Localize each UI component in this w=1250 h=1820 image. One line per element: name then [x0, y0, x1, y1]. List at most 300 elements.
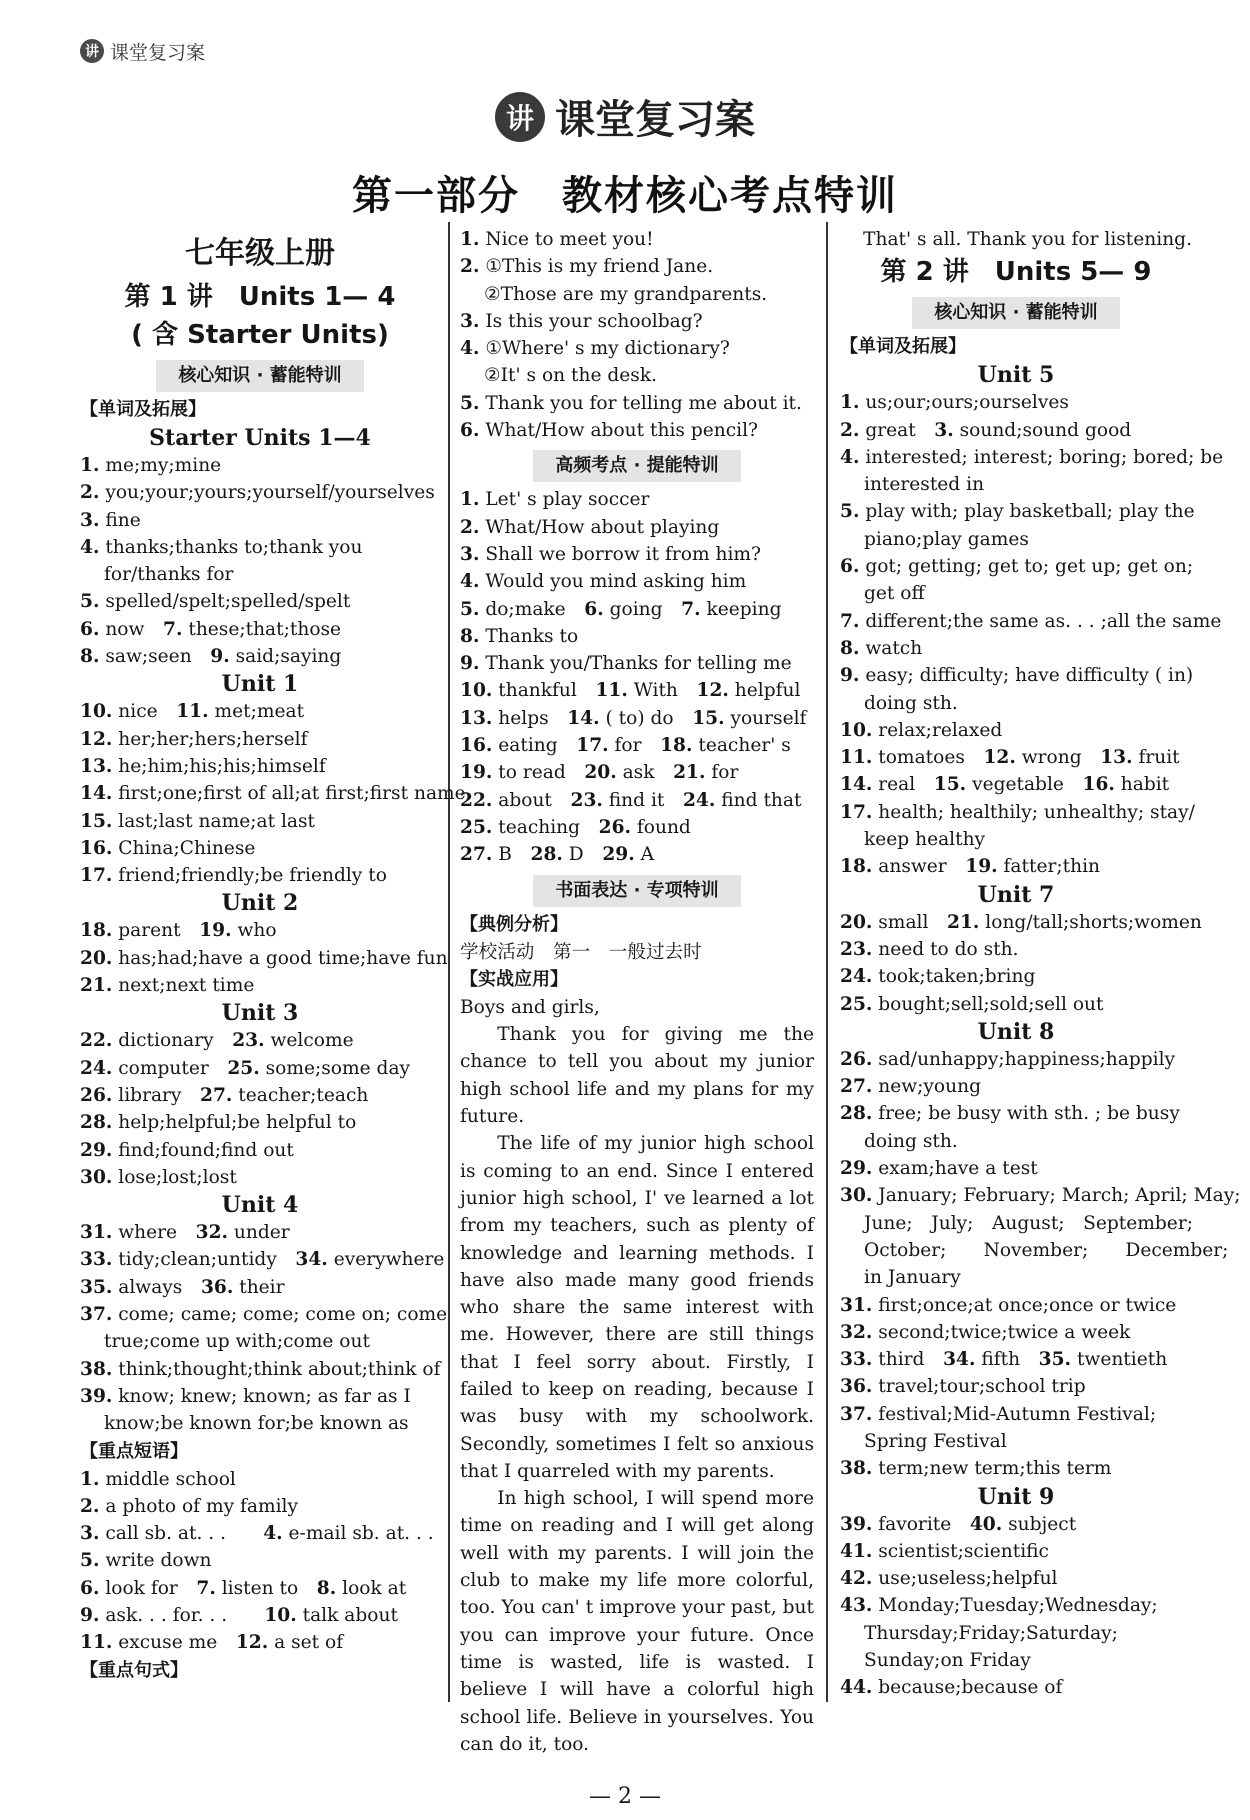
item-number: 38. — [840, 1458, 873, 1480]
item-text: D — [562, 844, 603, 866]
item-text: teacher' s — [692, 735, 791, 757]
list-item — [80, 808, 440, 835]
list-item — [80, 643, 440, 670]
item-number: 27. — [460, 844, 493, 866]
item-text: listen to — [215, 1577, 317, 1599]
item-text: ①This is my friend Jane. — [479, 256, 714, 278]
item-text: welcome — [264, 1030, 354, 1052]
list-sentences-a — [460, 226, 814, 281]
item-text: nice — [112, 701, 177, 723]
lecture-2-title: 第 2 讲 Units 5— 9 — [880, 257, 1152, 288]
item-number: 26. — [598, 816, 631, 838]
item-number: 9. — [80, 1604, 100, 1626]
list-item — [840, 771, 1192, 798]
item-number: 12. — [696, 680, 729, 702]
item-text: long/tall;shorts;women — [979, 911, 1202, 933]
list-item — [460, 514, 814, 541]
list-item — [840, 1319, 1192, 1346]
item-text: talk about — [296, 1604, 398, 1626]
list-item — [840, 1674, 1192, 1701]
item-text: computer — [112, 1057, 228, 1079]
list-unit-1 — [80, 698, 466, 889]
item-text: always — [112, 1276, 201, 1298]
item-text: twentieth — [1071, 1349, 1168, 1371]
item-number: 18. — [840, 856, 873, 878]
item-number: 4. — [80, 536, 100, 558]
item-text: tomatoes — [872, 747, 984, 769]
item-number: 20. — [840, 911, 873, 933]
section-band — [840, 297, 1192, 329]
list-item — [80, 1466, 440, 1493]
list-item — [80, 1246, 445, 1273]
item-number: 8. — [316, 1577, 337, 1599]
item-text: some;some day — [259, 1057, 411, 1079]
item-text: health; healthily; unhealthy; stay/ — [872, 801, 1195, 823]
list-item — [80, 1629, 440, 1656]
list-item — [840, 1592, 1192, 1619]
item-text: great — [859, 419, 935, 441]
item-number: 19. — [965, 856, 998, 878]
list-item — [80, 479, 440, 506]
list-item — [80, 835, 440, 862]
list-unit-9-a — [840, 1511, 1192, 1620]
item-number: 26. — [80, 1084, 113, 1106]
item-number: 13. — [460, 707, 493, 729]
list-item — [80, 452, 440, 479]
item-text: us;our;ours;ourselves — [859, 392, 1069, 414]
item-text: fifth — [975, 1349, 1039, 1371]
item-number: 20. — [584, 762, 617, 784]
item-text: bought;sell;sold;sell out — [872, 993, 1104, 1015]
list-item — [80, 1219, 440, 1246]
list-item — [80, 1109, 440, 1136]
list-item-continuation: ②Those are my grandparents. — [484, 283, 768, 305]
list-item — [80, 1602, 440, 1629]
item-text: With — [627, 680, 697, 702]
item-number: 9. — [460, 653, 480, 675]
list-item — [840, 608, 1222, 635]
list-item-continuation: piano;play games — [864, 528, 1029, 550]
item-text: to read — [492, 762, 585, 784]
item-number: 20. — [80, 947, 113, 969]
list-item — [80, 616, 440, 643]
section-heading-example: 【典例分析】 — [460, 913, 568, 935]
list-item — [460, 308, 814, 335]
example-analysis-line: 学校活动 第一 一般过去时 — [460, 941, 702, 963]
item-number: 42. — [840, 1568, 873, 1590]
list-item — [80, 1575, 440, 1602]
item-number: 2. — [840, 419, 860, 441]
item-number: 4. — [263, 1523, 283, 1545]
item-text: travel;tour;school trip — [872, 1376, 1086, 1398]
unit-heading-unit-7: Unit 7 — [977, 881, 1055, 908]
item-text: everywhere — [327, 1249, 445, 1271]
item-text: sound;sound good — [953, 419, 1132, 441]
item-text: habit — [1114, 774, 1170, 796]
lecture-badge-icon: 讲 — [80, 39, 104, 63]
list-unit-5-f — [840, 853, 1192, 880]
item-number: 39. — [80, 1385, 113, 1407]
list-sentences-b — [460, 308, 814, 363]
essay-paragraph-3: In high school, I will spend more time on reading and I will get along well with my parents. I will join the club to make my life more colorful, too. You can' t improve your past, but you can improve your future. Once time is wasted, life is wasted. I believe I will have a colorful high school life. Believe in yourselves. You can do it, too. — [460, 1488, 814, 1755]
list-item — [460, 759, 814, 786]
item-number: 21. — [80, 975, 113, 997]
item-number: 28. — [840, 1103, 873, 1125]
item-number: 39. — [840, 1513, 873, 1535]
item-text: interested; interest; boring; bored; be — [859, 446, 1224, 468]
list-item — [840, 1346, 1192, 1373]
list-item — [460, 732, 814, 759]
item-number: 35. — [1038, 1349, 1072, 1371]
list-item — [80, 1137, 440, 1164]
item-text: going — [603, 598, 682, 620]
item-text: a photo of my family — [99, 1495, 299, 1517]
item-text: China;Chinese — [112, 837, 256, 859]
list-item — [80, 534, 440, 561]
item-number: 14. — [80, 783, 113, 805]
item-text: do;make — [479, 598, 585, 620]
item-number: 41. — [840, 1540, 873, 1562]
item-text: B — [492, 844, 531, 866]
item-number: 14. — [567, 707, 600, 729]
list-unit-9-b — [840, 1674, 1192, 1701]
list-unit-8-c — [840, 1292, 1192, 1428]
item-text: fine — [99, 509, 141, 531]
list-item — [460, 814, 814, 841]
item-text: where — [112, 1222, 196, 1244]
list-item-continuation: ②It' s on the desk. — [484, 365, 658, 387]
item-number: 12. — [80, 728, 113, 750]
item-number: 34. — [943, 1349, 976, 1371]
list-item — [460, 650, 814, 677]
list-starter-a — [80, 452, 440, 561]
item-text: e-mail sb. at. . . — [282, 1523, 434, 1545]
item-text: think;thought;think about;think of — [112, 1358, 441, 1380]
section-heading-phrases: 【重点短语】 — [80, 1440, 188, 1462]
item-number: 16. — [80, 837, 113, 859]
item-number: 8. — [840, 637, 860, 659]
item-text: A — [634, 844, 655, 866]
unit-heading-unit-5: Unit 5 — [977, 362, 1055, 389]
unit-heading-unit-3: Unit 3 — [221, 1000, 299, 1027]
item-number: 26. — [840, 1048, 873, 1070]
item-number: 43. — [840, 1595, 873, 1617]
list-item — [840, 1292, 1192, 1319]
item-text: said;saying — [229, 646, 342, 668]
item-text: free; be busy with sth. ; be busy — [872, 1103, 1180, 1125]
item-text: relax;relaxed — [872, 719, 1003, 741]
item-number: 40. — [969, 1513, 1003, 1535]
list-item — [840, 1155, 1192, 1182]
item-text: who — [231, 920, 277, 942]
list-item — [80, 753, 440, 780]
list-unit-8-a — [840, 1046, 1192, 1128]
item-text: help;helpful;be helpful to — [112, 1112, 357, 1134]
item-text: helps — [492, 707, 568, 729]
item-number: 6. — [460, 420, 480, 442]
item-number: 4. — [840, 446, 860, 468]
item-number: 13. — [80, 755, 113, 777]
item-text: small — [872, 911, 948, 933]
item-text: first;once;at once;once or twice — [872, 1294, 1177, 1316]
item-text: because;because of — [872, 1677, 1063, 1699]
list-item — [80, 1055, 440, 1082]
item-text: Let' s play soccer — [479, 489, 650, 511]
column-1 — [80, 226, 466, 1685]
lecture-1-title: 第 1 讲 Units 1— 4 — [124, 282, 396, 312]
band-label: 核心知识 · 蓄能特训 — [912, 297, 1119, 329]
list-item — [840, 1046, 1192, 1073]
item-number: 7. — [163, 618, 183, 640]
item-number: 27. — [840, 1076, 873, 1098]
item-number: 18. — [660, 735, 693, 757]
item-number: 29. — [602, 844, 635, 866]
item-number: 32. — [840, 1321, 873, 1343]
item-number: 15. — [692, 707, 725, 729]
list-item — [840, 1565, 1192, 1592]
item-text: What/How about this pencil? — [479, 420, 759, 442]
page-number: — 2 — — [589, 1784, 661, 1809]
item-number: 1. — [460, 489, 480, 511]
list-item — [840, 389, 1192, 416]
list-item — [460, 541, 814, 568]
item-text: Would you mind asking him — [479, 571, 747, 593]
list-item — [460, 335, 814, 362]
list-item — [80, 780, 466, 807]
item-number: 5. — [460, 598, 480, 620]
item-text: second;twice;twice a week — [872, 1321, 1131, 1343]
unit-heading-unit-9: Unit 9 — [977, 1483, 1055, 1510]
item-number: 38. — [80, 1358, 113, 1380]
item-number: 27. — [200, 1084, 233, 1106]
list-unit-5-e — [840, 717, 1195, 826]
list-item — [80, 1027, 440, 1054]
section-band — [80, 360, 440, 392]
item-text: play with; play basketball; play the — [859, 501, 1195, 523]
item-text: ask. . . for. . . — [99, 1604, 265, 1626]
section-band — [460, 875, 814, 907]
list-item-continuation: Thursday;Friday;Saturday; — [864, 1622, 1118, 1644]
item-text: answer — [872, 856, 966, 878]
item-number: 5. — [460, 392, 480, 414]
item-text: ( to) do — [599, 707, 693, 729]
list-item — [80, 917, 440, 944]
item-text: ①Where' s my dictionary? — [479, 338, 730, 360]
item-number: 7. — [840, 610, 860, 632]
column-3 — [840, 226, 1241, 1702]
item-text: thanks;thanks to;thank you — [99, 536, 363, 558]
item-text: Nice to meet you! — [479, 229, 654, 250]
item-text: subject — [1002, 1513, 1077, 1535]
list-item — [460, 623, 814, 650]
item-text: excuse me — [112, 1632, 236, 1654]
item-text: real — [872, 774, 934, 796]
item-number: 23. — [570, 789, 603, 811]
unit-heading-unit-1: Unit 1 — [221, 671, 299, 698]
item-number: 29. — [80, 1139, 113, 1161]
item-text: look for — [99, 1577, 197, 1599]
item-number: 23. — [840, 938, 873, 960]
item-number: 30. — [80, 1166, 113, 1188]
item-text: favorite — [872, 1513, 970, 1535]
item-number: 2. — [460, 256, 480, 278]
item-text: keeping — [700, 598, 782, 620]
item-text: thankful — [492, 680, 596, 702]
item-number: 2. — [80, 482, 100, 504]
list-item-continuation: October; November; December; — [864, 1239, 1229, 1261]
item-number: 6. — [80, 1577, 100, 1599]
list-item-continuation: keep healthy — [864, 829, 986, 851]
item-number: 11. — [80, 1632, 113, 1654]
item-text: festival;Mid-Autumn Festival; — [872, 1403, 1157, 1425]
column-divider-1 — [448, 222, 450, 1702]
item-text: need to do sth. — [872, 938, 1019, 960]
section-heading-words: 【单词及拓展】 — [80, 399, 206, 420]
item-text: under — [228, 1222, 290, 1244]
list-item — [80, 1301, 448, 1328]
list-unit-5-a — [840, 389, 1224, 471]
item-number: 8. — [80, 646, 100, 668]
item-number: 3. — [460, 543, 480, 565]
list-item — [840, 1511, 1192, 1538]
column-2 — [460, 226, 814, 1758]
item-text: for — [705, 762, 739, 784]
item-number: 31. — [840, 1294, 873, 1316]
list-item — [80, 507, 440, 534]
list-item — [80, 945, 448, 972]
item-number: 11. — [595, 680, 628, 702]
item-number: 19. — [199, 920, 232, 942]
item-number: 3. — [934, 419, 954, 441]
item-number: 7. — [196, 1577, 216, 1599]
item-number: 25. — [460, 816, 493, 838]
item-text: her;her;hers;herself — [112, 728, 308, 750]
grade-title: 七年级上册 — [185, 236, 335, 271]
list-item-continuation: Sunday;on Friday — [864, 1650, 1031, 1672]
item-text: tidy;clean;untidy — [112, 1249, 296, 1271]
item-number: 1. — [80, 1468, 100, 1490]
item-text: eating — [492, 735, 577, 757]
list-item-continuation: for/thanks for — [104, 564, 234, 586]
list-unit-4-b — [80, 1356, 440, 1411]
section-band — [460, 450, 814, 482]
list-item — [840, 744, 1192, 771]
list-item — [840, 498, 1195, 525]
list-item — [840, 553, 1192, 580]
item-text: he;him;his;his;himself — [112, 755, 326, 777]
item-number: 18. — [80, 920, 113, 942]
item-text: next;next time — [112, 975, 255, 997]
list-unit-3 — [80, 1027, 440, 1191]
item-text: dictionary — [112, 1030, 233, 1052]
list-item-continuation: Spring Festival — [864, 1430, 1007, 1452]
item-number: 21. — [673, 762, 706, 784]
item-number: 36. — [840, 1376, 873, 1398]
unit-heading-unit-4: Unit 4 — [221, 1192, 299, 1219]
list-unit-7 — [840, 909, 1202, 1018]
item-text: find that — [715, 789, 802, 811]
item-number: 6. — [840, 556, 860, 578]
item-number: 24. — [840, 966, 873, 988]
item-number: 17. — [576, 735, 609, 757]
item-text: wrong — [1015, 747, 1101, 769]
item-number: 15. — [933, 774, 967, 796]
list-item — [80, 1383, 440, 1410]
list-item — [840, 1182, 1241, 1209]
list-unit-5-d — [840, 608, 1222, 690]
item-text: scientist;scientific — [872, 1540, 1049, 1562]
item-text: call sb. at. . . — [99, 1523, 264, 1545]
item-text: parent — [112, 920, 200, 942]
item-number: 4. — [460, 571, 480, 593]
list-item-continuation: doing sth. — [864, 692, 958, 714]
item-number: 11. — [176, 701, 209, 723]
item-number: 33. — [80, 1249, 113, 1271]
item-text: a set of — [268, 1632, 344, 1654]
list-item-continuation: get off — [864, 583, 925, 605]
item-text: now — [99, 618, 164, 640]
list-item — [80, 1356, 440, 1383]
item-text: last;last name;at last — [112, 810, 316, 832]
item-text: first;one;first of all;at first;first name — [112, 783, 466, 805]
item-number: 6. — [584, 598, 604, 620]
list-item — [840, 853, 1192, 880]
item-number: 5. — [840, 501, 860, 523]
list-frequent-points — [460, 486, 814, 868]
section-heading-words: 【单词及拓展】 — [840, 336, 966, 358]
list-item — [460, 417, 814, 444]
item-text: sad/unhappy;happiness;happily — [872, 1048, 1176, 1070]
list-item — [80, 972, 440, 999]
list-item — [80, 862, 440, 889]
item-number: 13. — [1100, 747, 1133, 769]
item-number: 16. — [1082, 774, 1115, 796]
item-text: yourself — [724, 707, 807, 729]
item-text: term;new term;this term — [872, 1458, 1112, 1480]
item-text: vegetable — [966, 774, 1083, 796]
item-number: 9. — [210, 646, 230, 668]
list-item — [460, 677, 814, 704]
item-text: spelled/spelt;spelled/spelt — [99, 591, 351, 613]
list-item-continuation: June; July; August; September; — [864, 1212, 1193, 1234]
item-number: 12. — [983, 747, 1016, 769]
item-text: helpful — [728, 680, 801, 702]
item-number: 10. — [80, 701, 113, 723]
essay-closing: That' s all. Thank you for listening. — [863, 229, 1192, 250]
list-sentences-c — [460, 390, 814, 445]
list-item — [80, 1547, 440, 1574]
list-item — [840, 417, 1192, 444]
item-number: 15. — [80, 810, 113, 832]
list-item-continuation: doing sth. — [864, 1130, 958, 1152]
list-unit-5-c — [840, 553, 1192, 580]
list-item — [840, 635, 1192, 662]
item-text: What/How about playing — [479, 516, 720, 538]
list-item — [460, 390, 814, 417]
item-number: 23. — [232, 1030, 265, 1052]
item-text: ask — [616, 762, 674, 784]
list-item — [840, 717, 1192, 744]
item-number: 1. — [840, 392, 860, 414]
item-number: 4. — [460, 338, 480, 360]
section-heading-sentences: 【重点句式】 — [80, 1659, 188, 1681]
item-number: 22. — [460, 789, 493, 811]
item-number: 37. — [840, 1403, 873, 1425]
item-number: 25. — [227, 1057, 260, 1079]
item-text: exam;have a test — [872, 1158, 1038, 1180]
item-text: their — [233, 1276, 285, 1298]
item-number: 2. — [80, 1495, 100, 1517]
